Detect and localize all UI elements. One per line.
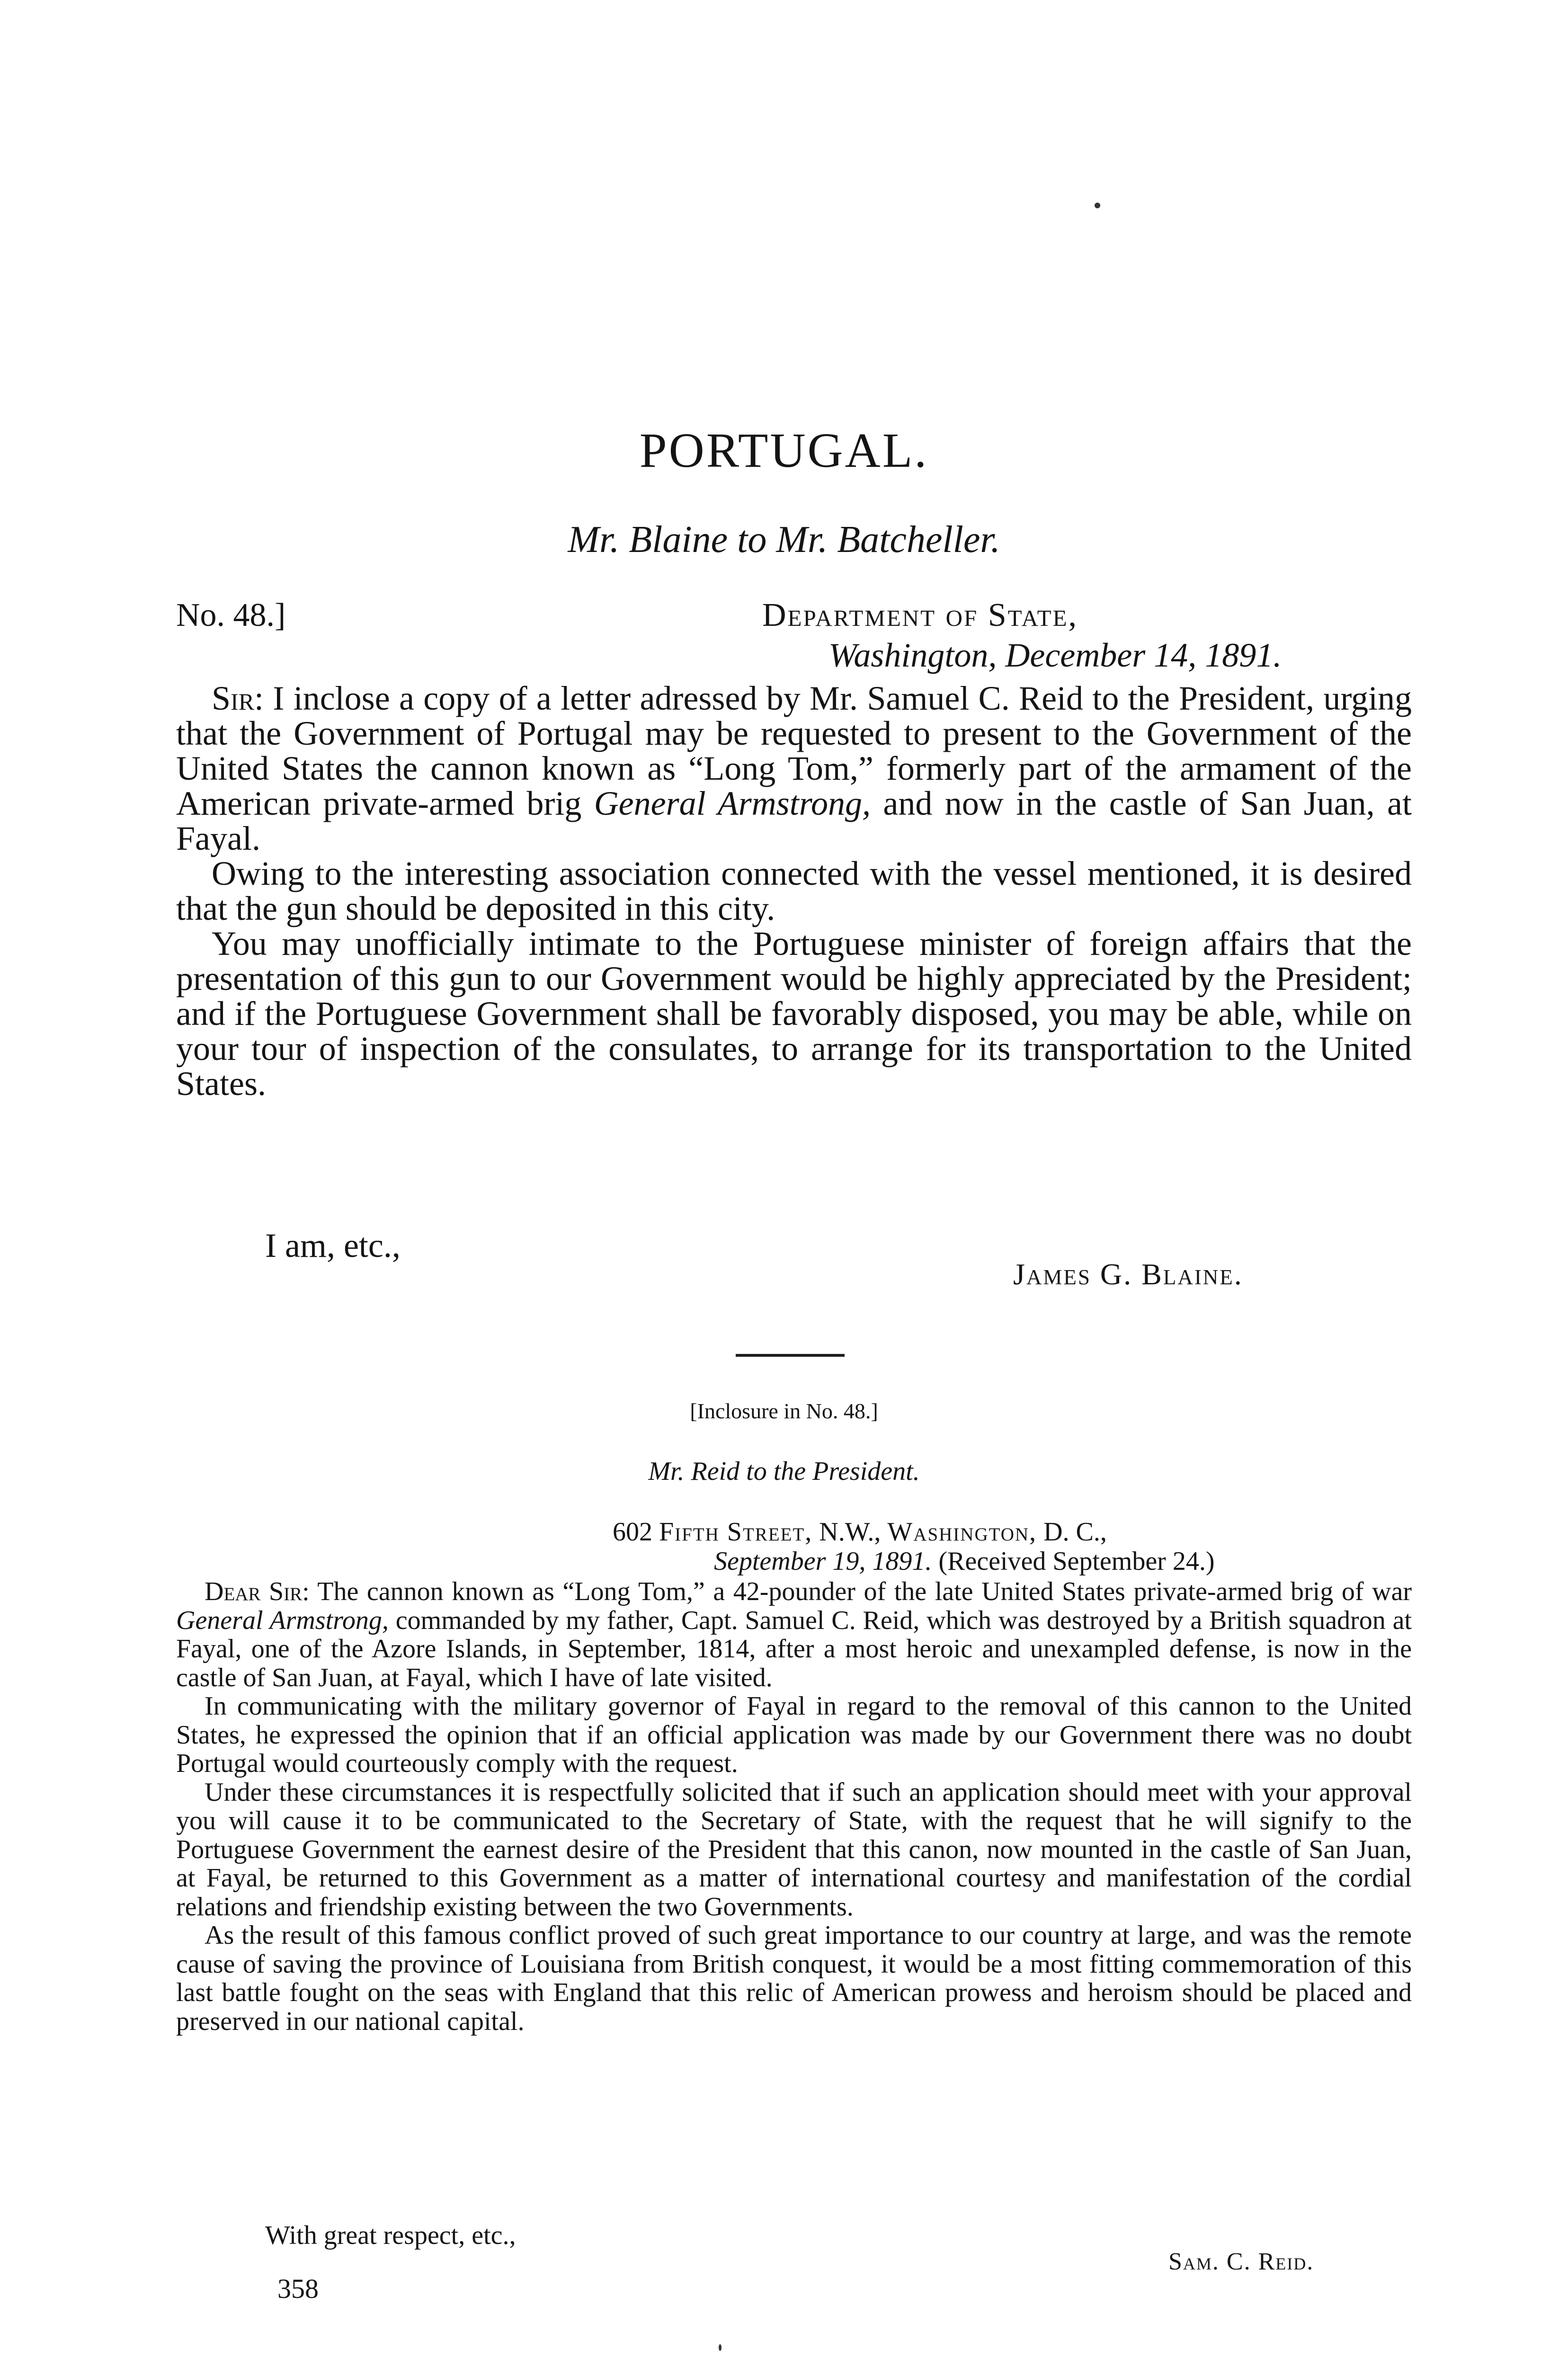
- letter-paragraph: You may unofficially intimate to the Portuguese minister of foreign affairs that the presentation of this gun to our Government would be highly appreciated by the President; and if the Portuguese Government shall be favorably disposed, you may be able, while on your tour of inspection of the consulates, to arrange for its transportation to the United States.: [176, 925, 1412, 1103]
- letter-text: I inclose a copy of a letter adressed by Mr. Samuel C. Reid to the President, urging that the Government of Portugal may be requested to present to the Government of the United States the cannon known as “Long Tom,” formerly part of the armament of the American private-armed brig: [176, 679, 1412, 822]
- inclosure-signature: Sam. C. Reid.: [1168, 2248, 1314, 2275]
- letter-closing: I am, etc.,: [265, 1227, 401, 1264]
- received-note: (Received September 24.): [938, 1547, 1215, 1576]
- letter-text: and now in the castle of San Juan, at Fayal.: [176, 784, 1412, 857]
- letter-body: [176, 681, 1412, 1101]
- ink-speck: [719, 2344, 722, 2351]
- inclosure-closing: With great respect, etc.,: [265, 2221, 516, 2250]
- page-heading: PORTUGAL.: [639, 423, 929, 478]
- letter-paragraph: Owing to the interesting association connected with the vessel mentioned, it is desired that the gun should be deposited in this city.: [176, 854, 1412, 927]
- address-number: 602: [613, 1517, 652, 1547]
- address-street: Fifth Street,: [659, 1517, 813, 1547]
- ship-name: General Armstrong,: [594, 784, 871, 822]
- address-city: Washington,: [887, 1517, 1037, 1547]
- ink-speck: [1095, 203, 1100, 208]
- letter-title: Mr. Blaine to Mr. Batcheller.: [568, 519, 1000, 561]
- inclosure-salutation: Dear Sir:: [205, 1577, 310, 1606]
- inclosure-title: Mr. Reid to the President.: [648, 1457, 920, 1486]
- inclosure-label: [Inclosure in No. 48.]: [690, 1399, 878, 1423]
- inclosure-paragraph: Under these circumstances it is respectfully solicited that if such an application should meet with your approval you will cause it to be communicated to the Secretary of State, with the request that he will signify to the Portuguese Government the earnest desire of the President that this canon, now mounted in the castle of San Juan, at Fayal, be returned to this Government as a matter of international courtesy and manifestation of the cordial relations and friendship existing between the two Governments.: [176, 1777, 1412, 1922]
- inclosure-paragraph: As the result of this famous conflict proved of such great importance to our country at large, and was the remote cause of saving the province of Louisiana from British conquest, it would be a most fitting commemoration of this last battle fought on the seas with England that this relic of American prowess and heroism should be placed and preserved in our national capital.: [176, 1921, 1412, 2036]
- department-heading: Department of State,: [762, 597, 1078, 633]
- letter-salutation: Sir:: [212, 679, 264, 717]
- inclosure-dateline: [714, 1548, 1214, 1575]
- ship-name: General Armstrong,: [176, 1605, 389, 1635]
- letter-paragraph: [176, 681, 1412, 856]
- inclosure-text: commanded by my father, Capt. Samuel C. Reid, which was destroyed by a British squadron at Fayal, one of the Azore Islands, in September, 1814, after a most heroic and unexampled defense, is now in the castle of San Juan, at Fayal, which I have of late visited.: [176, 1605, 1412, 1692]
- letter-dateline: Washington, December 14, 1891.: [829, 636, 1282, 674]
- inclosure-address: [613, 1519, 1107, 1545]
- inclosure-paragraph: [176, 1577, 1412, 1692]
- address-mid: N.W.,: [819, 1517, 881, 1547]
- inclosure-date: September 19, 1891.: [714, 1547, 932, 1576]
- inclosure-paragraph: In communicating with the military governor of Fayal in regard to the removal of this cannon to the United States, he expressed the opinion that if an official application was made by our Government there was no doubt Portugal would courteously comply with the request.: [176, 1691, 1412, 1778]
- inclosure-body: [176, 1577, 1412, 2036]
- dispatch-number: No. 48.]: [176, 597, 286, 633]
- inclosure-text: The cannon known as “Long Tom,” a 42-pounder of the late United States private-armed brig of war: [317, 1577, 1412, 1606]
- section-divider: [736, 1354, 845, 1357]
- page-number: 358: [277, 2273, 319, 2304]
- letter-signature: James G. Blaine.: [1013, 1257, 1243, 1291]
- address-end: D. C.,: [1043, 1517, 1107, 1547]
